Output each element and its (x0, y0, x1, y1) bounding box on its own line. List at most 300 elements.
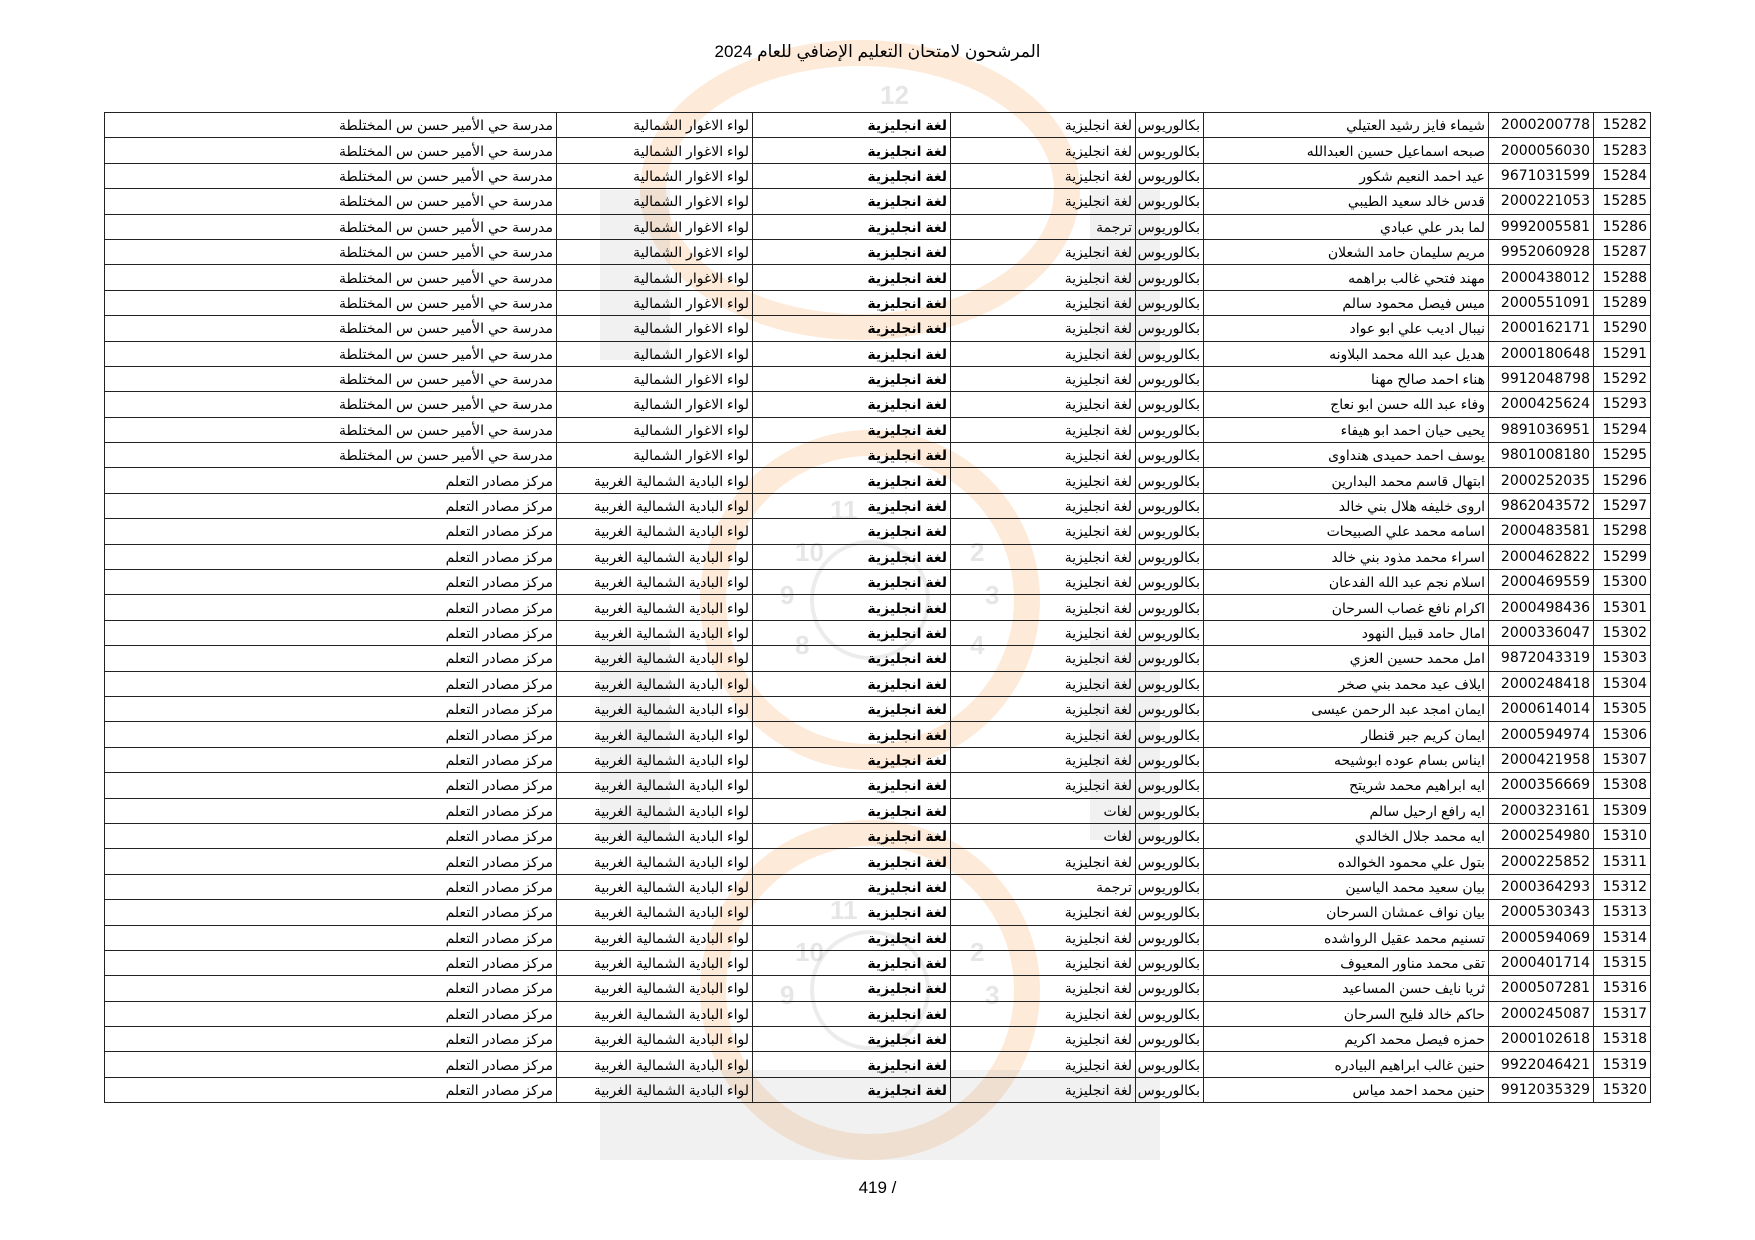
national-id-cell: 2000248418 (1489, 671, 1594, 696)
watermark-clock-number: 2 (970, 937, 985, 967)
national-id-cell: 2000483581 (1489, 519, 1594, 544)
national-id-cell: 2000252035 (1489, 468, 1594, 493)
table-row (105, 646, 1651, 671)
district-cell: لواء الاغوار الشمالية (557, 214, 753, 239)
sequence-number-cell: 15294 (1594, 417, 1651, 442)
exam-subject-cell: لغة انجليزية (753, 163, 951, 188)
table-row (105, 290, 1651, 315)
specialization-cell: لغة انجليزية (951, 290, 1136, 315)
sequence-number-cell: 15292 (1594, 366, 1651, 391)
exam-subject-cell: لغة انجليزية (753, 646, 951, 671)
candidate-name-cell: تقى محمد مناور المعيوف (1204, 950, 1489, 975)
exam-center-cell: مركز مصادر التعلم (105, 823, 557, 848)
candidate-name-cell: عيد احمد النعيم شكور (1204, 163, 1489, 188)
sequence-number-cell: 15296 (1594, 468, 1651, 493)
exam-center-cell: مدرسة حي الأمير حسن س المختلطة (105, 138, 557, 163)
table-row (105, 823, 1651, 848)
district-cell: لواء الاغوار الشمالية (557, 163, 753, 188)
table-row (105, 138, 1651, 163)
district-cell: لواء البادية الشمالية الغربية (557, 544, 753, 569)
national-id-cell: 9801008180 (1489, 443, 1594, 468)
national-id-cell: 9912035329 (1489, 1077, 1594, 1102)
national-id-cell: 2000462822 (1489, 544, 1594, 569)
watermark-clock-number: 11 (830, 895, 858, 925)
table-row (105, 163, 1651, 188)
table-row (105, 1052, 1651, 1077)
district-cell: لواء البادية الشمالية الغربية (557, 849, 753, 874)
specialization-cell: لغة انجليزية (951, 189, 1136, 214)
national-id-cell: 2000401714 (1489, 950, 1594, 975)
table-row (105, 798, 1651, 823)
specialization-cell: لغة انجليزية (951, 747, 1136, 772)
degree-cell: بكالوريوس (1136, 823, 1204, 848)
national-id-cell: 9671031599 (1489, 163, 1594, 188)
degree-cell: بكالوريوس (1136, 341, 1204, 366)
exam-center-cell: مدرسة حي الأمير حسن س المختلطة (105, 163, 557, 188)
national-id-cell: 9992005581 (1489, 214, 1594, 239)
table-row (105, 722, 1651, 747)
table-row (105, 773, 1651, 798)
exam-center-cell: مدرسة حي الأمير حسن س المختلطة (105, 239, 557, 264)
district-cell: لواء البادية الشمالية الغربية (557, 1052, 753, 1077)
district-cell: لواء البادية الشمالية الغربية (557, 570, 753, 595)
specialization-cell: لغة انجليزية (951, 620, 1136, 645)
specialization-cell: لغة انجليزية (951, 773, 1136, 798)
district-cell: لواء البادية الشمالية الغربية (557, 468, 753, 493)
table-row (105, 849, 1651, 874)
specialization-cell: لغة انجليزية (951, 392, 1136, 417)
sequence-number-cell: 15312 (1594, 874, 1651, 899)
candidate-name-cell: حاكم خالد فليح السرحان (1204, 1001, 1489, 1026)
watermark-clock-number: 4 (970, 630, 985, 660)
national-id-cell: 2000425624 (1489, 392, 1594, 417)
specialization-cell: لغة انجليزية (951, 493, 1136, 518)
candidate-name-cell: ايناس بسام عوده ابوشيحه (1204, 747, 1489, 772)
district-cell: لواء البادية الشمالية الغربية (557, 925, 753, 950)
candidate-name-cell: ايمان امجد عبد الرحمن عيسى (1204, 696, 1489, 721)
exam-center-cell: مركز مصادر التعلم (105, 570, 557, 595)
candidate-name-cell: امال حامد قبيل النهود (1204, 620, 1489, 645)
national-id-cell: 2000323161 (1489, 798, 1594, 823)
degree-cell: بكالوريوس (1136, 519, 1204, 544)
candidate-name-cell: اسراء محمد مذود بني خالد (1204, 544, 1489, 569)
candidate-name-cell: نيبال اديب علي ابو عواد (1204, 316, 1489, 341)
sequence-number-cell: 15282 (1594, 113, 1651, 138)
table-row (105, 189, 1651, 214)
degree-cell: بكالوريوس (1136, 316, 1204, 341)
exam-center-cell: مركز مصادر التعلم (105, 620, 557, 645)
exam-center-cell: مركز مصادر التعلم (105, 595, 557, 620)
watermark-clock-number: 8 (795, 630, 810, 660)
national-id-cell: 9912048798 (1489, 366, 1594, 391)
degree-cell: بكالوريوس (1136, 773, 1204, 798)
exam-subject-cell: لغة انجليزية (753, 189, 951, 214)
exam-subject-cell: لغة انجليزية (753, 976, 951, 1001)
sequence-number-cell: 15291 (1594, 341, 1651, 366)
degree-cell: بكالوريوس (1136, 595, 1204, 620)
degree-cell: بكالوريوس (1136, 1052, 1204, 1077)
exam-center-cell: مركز مصادر التعلم (105, 976, 557, 1001)
district-cell: لواء البادية الشمالية الغربية (557, 1077, 753, 1102)
sequence-number-cell: 15319 (1594, 1052, 1651, 1077)
district-cell: لواء الاغوار الشمالية (557, 316, 753, 341)
sequence-number-cell: 15289 (1594, 290, 1651, 315)
table-row (105, 214, 1651, 239)
district-cell: لواء البادية الشمالية الغربية (557, 747, 753, 772)
specialization-cell: لغة انجليزية (951, 976, 1136, 1001)
exam-subject-cell: لغة انجليزية (753, 620, 951, 645)
sequence-number-cell: 15302 (1594, 620, 1651, 645)
candidate-name-cell: بيان سعيد محمد الياسين (1204, 874, 1489, 899)
exam-center-cell: مركز مصادر التعلم (105, 1077, 557, 1102)
exam-subject-cell: لغة انجليزية (753, 519, 951, 544)
degree-cell: بكالوريوس (1136, 874, 1204, 899)
exam-center-cell: مركز مصادر التعلم (105, 747, 557, 772)
exam-subject-cell: لغة انجليزية (753, 214, 951, 239)
degree-cell: بكالوريوس (1136, 950, 1204, 975)
district-cell: لواء البادية الشمالية الغربية (557, 646, 753, 671)
candidate-name-cell: اسامه محمد علي الصبيحات (1204, 519, 1489, 544)
candidate-name-cell: يحيى حيان احمد ابو هيفاء (1204, 417, 1489, 442)
candidate-name-cell: حنين محمد احمد مياس (1204, 1077, 1489, 1102)
national-id-cell: 2000594974 (1489, 722, 1594, 747)
specialization-cell: لغة انجليزية (951, 366, 1136, 391)
table-row (105, 341, 1651, 366)
table-row (105, 950, 1651, 975)
specialization-cell: لغة انجليزية (951, 1027, 1136, 1052)
national-id-cell: 2000551091 (1489, 290, 1594, 315)
district-cell: لواء الاغوار الشمالية (557, 417, 753, 442)
national-id-cell: 2000245087 (1489, 1001, 1594, 1026)
exam-center-cell: مركز مصادر التعلم (105, 519, 557, 544)
candidate-name-cell: ايمان كريم جبر قنطار (1204, 722, 1489, 747)
exam-subject-cell: لغة انجليزية (753, 544, 951, 569)
table-body (105, 113, 1651, 1103)
exam-subject-cell: لغة انجليزية (753, 1027, 951, 1052)
degree-cell: بكالوريوس (1136, 1077, 1204, 1102)
exam-subject-cell: لغة انجليزية (753, 671, 951, 696)
specialization-cell: لغة انجليزية (951, 849, 1136, 874)
sequence-number-cell: 15311 (1594, 849, 1651, 874)
table-row (105, 595, 1651, 620)
exam-center-cell: مركز مصادر التعلم (105, 874, 557, 899)
exam-subject-cell: لغة انجليزية (753, 417, 951, 442)
candidate-name-cell: لما بدر علي عبادي (1204, 214, 1489, 239)
degree-cell: بكالوريوس (1136, 849, 1204, 874)
sequence-number-cell: 15300 (1594, 570, 1651, 595)
degree-cell: بكالوريوس (1136, 265, 1204, 290)
exam-center-cell: مدرسة حي الأمير حسن س المختلطة (105, 316, 557, 341)
district-cell: لواء الاغوار الشمالية (557, 189, 753, 214)
exam-center-cell: مركز مصادر التعلم (105, 1027, 557, 1052)
specialization-cell: لغة انجليزية (951, 900, 1136, 925)
table-row (105, 443, 1651, 468)
table-row (105, 1001, 1651, 1026)
sequence-number-cell: 15301 (1594, 595, 1651, 620)
table-row (105, 392, 1651, 417)
specialization-cell: لغة انجليزية (951, 341, 1136, 366)
watermark-clock-number: 9 (780, 580, 795, 610)
district-cell: لواء الاغوار الشمالية (557, 341, 753, 366)
exam-center-cell: مركز مصادر التعلم (105, 900, 557, 925)
degree-cell: بكالوريوس (1136, 1001, 1204, 1026)
district-cell: لواء البادية الشمالية الغربية (557, 874, 753, 899)
sequence-number-cell: 15290 (1594, 316, 1651, 341)
sequence-number-cell: 15308 (1594, 773, 1651, 798)
candidate-name-cell: اسلام نجم عبد الله الفدعان (1204, 570, 1489, 595)
district-cell: لواء البادية الشمالية الغربية (557, 519, 753, 544)
sequence-number-cell: 15307 (1594, 747, 1651, 772)
table-row (105, 1027, 1651, 1052)
specialization-cell: لغة انجليزية (951, 570, 1136, 595)
table-row (105, 239, 1651, 264)
degree-cell: بكالوريوس (1136, 366, 1204, 391)
national-id-cell: 9891036951 (1489, 417, 1594, 442)
candidate-name-cell: مهند فتحي غالب براهمه (1204, 265, 1489, 290)
degree-cell: بكالوريوس (1136, 443, 1204, 468)
candidate-name-cell: ايلاف عيد محمد بني صخر (1204, 671, 1489, 696)
exam-subject-cell: لغة انجليزية (753, 443, 951, 468)
exam-center-cell: مركز مصادر التعلم (105, 1001, 557, 1026)
district-cell: لواء البادية الشمالية الغربية (557, 493, 753, 518)
table-row (105, 113, 1651, 138)
specialization-cell: لغة انجليزية (951, 722, 1136, 747)
specialization-cell: لغة انجليزية (951, 595, 1136, 620)
national-id-cell: 2000162171 (1489, 316, 1594, 341)
watermark-clock-number: 10 (795, 937, 824, 967)
watermark-clock-number: 9 (780, 980, 795, 1010)
district-cell: لواء البادية الشمالية الغربية (557, 1027, 753, 1052)
sequence-number-cell: 15309 (1594, 798, 1651, 823)
candidate-name-cell: اكرام نافع غصاب السرحان (1204, 595, 1489, 620)
specialization-cell: ترجمة (951, 874, 1136, 899)
exam-subject-cell: لغة انجليزية (753, 468, 951, 493)
watermark-clock-number: 12 (880, 80, 909, 110)
district-cell: لواء البادية الشمالية الغربية (557, 620, 753, 645)
candidate-name-cell: بيان نواف عمشان السرحان (1204, 900, 1489, 925)
exam-center-cell: مركز مصادر التعلم (105, 722, 557, 747)
candidate-name-cell: حمزه فيصل محمد اكريم (1204, 1027, 1489, 1052)
degree-cell: بكالوريوس (1136, 214, 1204, 239)
exam-center-cell: مركز مصادر التعلم (105, 544, 557, 569)
exam-subject-cell: لغة انجليزية (753, 747, 951, 772)
candidate-name-cell: بتول علي محمود الخوالده (1204, 849, 1489, 874)
degree-cell: بكالوريوس (1136, 696, 1204, 721)
national-id-cell: 2000507281 (1489, 976, 1594, 1001)
sequence-number-cell: 15318 (1594, 1027, 1651, 1052)
table-row (105, 747, 1651, 772)
national-id-cell: 2000200778 (1489, 113, 1594, 138)
specialization-cell: لغة انجليزية (951, 417, 1136, 442)
candidate-name-cell: هناء احمد صالح مهنا (1204, 366, 1489, 391)
table-row (105, 417, 1651, 442)
candidate-name-cell: ايه محمد جلال الخالدي (1204, 823, 1489, 848)
exam-center-cell: مدرسة حي الأمير حسن س المختلطة (105, 341, 557, 366)
exam-center-cell: مدرسة حي الأمير حسن س المختلطة (105, 189, 557, 214)
specialization-cell: لغة انجليزية (951, 950, 1136, 975)
specialization-cell: لغة انجليزية (951, 163, 1136, 188)
table-row (105, 468, 1651, 493)
table-row (105, 493, 1651, 518)
page-title: المرشحون لامتحان التعليم الإضافي للعام 2024 (714, 42, 1041, 61)
table-row (105, 544, 1651, 569)
exam-center-cell: مركز مصادر التعلم (105, 671, 557, 696)
specialization-cell: لغة انجليزية (951, 239, 1136, 264)
exam-subject-cell: لغة انجليزية (753, 113, 951, 138)
national-id-cell: 2000254980 (1489, 823, 1594, 848)
watermark-clock-number: 11 (830, 495, 858, 525)
candidates-table (104, 112, 1651, 1103)
table-row (105, 976, 1651, 1001)
exam-center-cell: مدرسة حي الأمير حسن س المختلطة (105, 443, 557, 468)
national-id-cell: 9952060928 (1489, 239, 1594, 264)
table-row (105, 696, 1651, 721)
exam-center-cell: مركز مصادر التعلم (105, 1052, 557, 1077)
exam-center-cell: مركز مصادر التعلم (105, 493, 557, 518)
district-cell: لواء البادية الشمالية الغربية (557, 696, 753, 721)
sequence-number-cell: 15288 (1594, 265, 1651, 290)
specialization-cell: لغة انجليزية (951, 671, 1136, 696)
candidate-name-cell: قدس خالد سعيد الطيبي (1204, 189, 1489, 214)
national-id-cell: 2000469559 (1489, 570, 1594, 595)
exam-center-cell: مركز مصادر التعلم (105, 925, 557, 950)
degree-cell: بكالوريوس (1136, 493, 1204, 518)
exam-subject-cell: لغة انجليزية (753, 798, 951, 823)
sequence-number-cell: 15305 (1594, 696, 1651, 721)
exam-center-cell: مدرسة حي الأمير حسن س المختلطة (105, 265, 557, 290)
exam-center-cell: مركز مصادر التعلم (105, 468, 557, 493)
district-cell: لواء البادية الشمالية الغربية (557, 722, 753, 747)
specialization-cell: لغات (951, 823, 1136, 848)
sequence-number-cell: 15287 (1594, 239, 1651, 264)
degree-cell: بكالوريوس (1136, 620, 1204, 645)
table-row (105, 925, 1651, 950)
exam-center-cell: مركز مصادر التعلم (105, 849, 557, 874)
district-cell: لواء الاغوار الشمالية (557, 366, 753, 391)
sequence-number-cell: 15295 (1594, 443, 1651, 468)
exam-center-cell: مدرسة حي الأمير حسن س المختلطة (105, 113, 557, 138)
sequence-number-cell: 15303 (1594, 646, 1651, 671)
district-cell: لواء الاغوار الشمالية (557, 265, 753, 290)
candidate-name-cell: وفاء عبد الله حسن ابو نعاج (1204, 392, 1489, 417)
exam-subject-cell: لغة انجليزية (753, 950, 951, 975)
national-id-cell: 2000225852 (1489, 849, 1594, 874)
sequence-number-cell: 15284 (1594, 163, 1651, 188)
district-cell: لواء الاغوار الشمالية (557, 239, 753, 264)
exam-subject-cell: لغة انجليزية (753, 265, 951, 290)
exam-subject-cell: لغة انجليزية (753, 1001, 951, 1026)
watermark-clock-number: 2 (970, 537, 985, 567)
exam-center-cell: مدرسة حي الأمير حسن س المختلطة (105, 366, 557, 391)
district-cell: لواء الاغوار الشمالية (557, 138, 753, 163)
district-cell: لواء البادية الشمالية الغربية (557, 671, 753, 696)
watermark-clock-number: 3 (985, 580, 1000, 610)
exam-subject-cell: لغة انجليزية (753, 874, 951, 899)
degree-cell: بكالوريوس (1136, 798, 1204, 823)
degree-cell: بكالوريوس (1136, 290, 1204, 315)
national-id-cell: 2000498436 (1489, 595, 1594, 620)
specialization-cell: لغات (951, 798, 1136, 823)
degree-cell: بكالوريوس (1136, 468, 1204, 493)
exam-center-cell: مدرسة حي الأمير حسن س المختلطة (105, 392, 557, 417)
degree-cell: بكالوريوس (1136, 570, 1204, 595)
candidate-name-cell: هديل عبد الله محمد البلاونه (1204, 341, 1489, 366)
district-cell: لواء البادية الشمالية الغربية (557, 950, 753, 975)
table-row (105, 316, 1651, 341)
national-id-cell: 2000056030 (1489, 138, 1594, 163)
exam-subject-cell: لغة انجليزية (753, 823, 951, 848)
candidate-name-cell: يوسف احمد حميدى هنداوى (1204, 443, 1489, 468)
exam-center-cell: مركز مصادر التعلم (105, 798, 557, 823)
exam-center-cell: مدرسة حي الأمير حسن س المختلطة (105, 290, 557, 315)
district-cell: لواء البادية الشمالية الغربية (557, 798, 753, 823)
district-cell: لواء البادية الشمالية الغربية (557, 976, 753, 1001)
exam-subject-cell: لغة انجليزية (753, 290, 951, 315)
specialization-cell: لغة انجليزية (951, 519, 1136, 544)
degree-cell: بكالوريوس (1136, 747, 1204, 772)
table-row (105, 265, 1651, 290)
exam-subject-cell: لغة انجليزية (753, 722, 951, 747)
district-cell: لواء الاغوار الشمالية (557, 290, 753, 315)
district-cell: لواء البادية الشمالية الغربية (557, 1001, 753, 1026)
table-row (105, 874, 1651, 899)
degree-cell: بكالوريوس (1136, 646, 1204, 671)
table-row (105, 671, 1651, 696)
national-id-cell: 2000364293 (1489, 874, 1594, 899)
specialization-cell: لغة انجليزية (951, 1001, 1136, 1026)
specialization-cell: لغة انجليزية (951, 316, 1136, 341)
table-row (105, 519, 1651, 544)
exam-subject-cell: لغة انجليزية (753, 392, 951, 417)
candidate-name-cell: مريم سليمان حامد الشعلان (1204, 239, 1489, 264)
watermark-clock-number: 3 (985, 980, 1000, 1010)
specialization-cell: لغة انجليزية (951, 138, 1136, 163)
exam-subject-cell: لغة انجليزية (753, 849, 951, 874)
degree-cell: بكالوريوس (1136, 1027, 1204, 1052)
table-row (105, 1077, 1651, 1102)
page-number: 419 / (858, 1178, 897, 1197)
national-id-cell: 9872043319 (1489, 646, 1594, 671)
degree-cell: بكالوريوس (1136, 163, 1204, 188)
national-id-cell: 9922046421 (1489, 1052, 1594, 1077)
degree-cell: بكالوريوس (1136, 113, 1204, 138)
sequence-number-cell: 15320 (1594, 1077, 1651, 1102)
specialization-cell: ترجمة (951, 214, 1136, 239)
sequence-number-cell: 15283 (1594, 138, 1651, 163)
exam-subject-cell: لغة انجليزية (753, 366, 951, 391)
national-id-cell: 9862043572 (1489, 493, 1594, 518)
candidate-name-cell: تسنيم محمد عقيل الرواشده (1204, 925, 1489, 950)
degree-cell: بكالوريوس (1136, 392, 1204, 417)
exam-center-cell: مركز مصادر التعلم (105, 773, 557, 798)
sequence-number-cell: 15310 (1594, 823, 1651, 848)
sequence-number-cell: 15293 (1594, 392, 1651, 417)
specialization-cell: لغة انجليزية (951, 1077, 1136, 1102)
exam-subject-cell: لغة انجليزية (753, 493, 951, 518)
candidate-name-cell: ايه رافع ارحيل سالم (1204, 798, 1489, 823)
exam-subject-cell: لغة انجليزية (753, 570, 951, 595)
specialization-cell: لغة انجليزية (951, 443, 1136, 468)
national-id-cell: 2000530343 (1489, 900, 1594, 925)
exam-subject-cell: لغة انجليزية (753, 773, 951, 798)
specialization-cell: لغة انجليزية (951, 468, 1136, 493)
national-id-cell: 2000356669 (1489, 773, 1594, 798)
national-id-cell: 2000421958 (1489, 747, 1594, 772)
specialization-cell: لغة انجليزية (951, 544, 1136, 569)
candidate-name-cell: اروى خليفه هلال بني خالد (1204, 493, 1489, 518)
district-cell: لواء البادية الشمالية الغربية (557, 900, 753, 925)
sequence-number-cell: 15314 (1594, 925, 1651, 950)
